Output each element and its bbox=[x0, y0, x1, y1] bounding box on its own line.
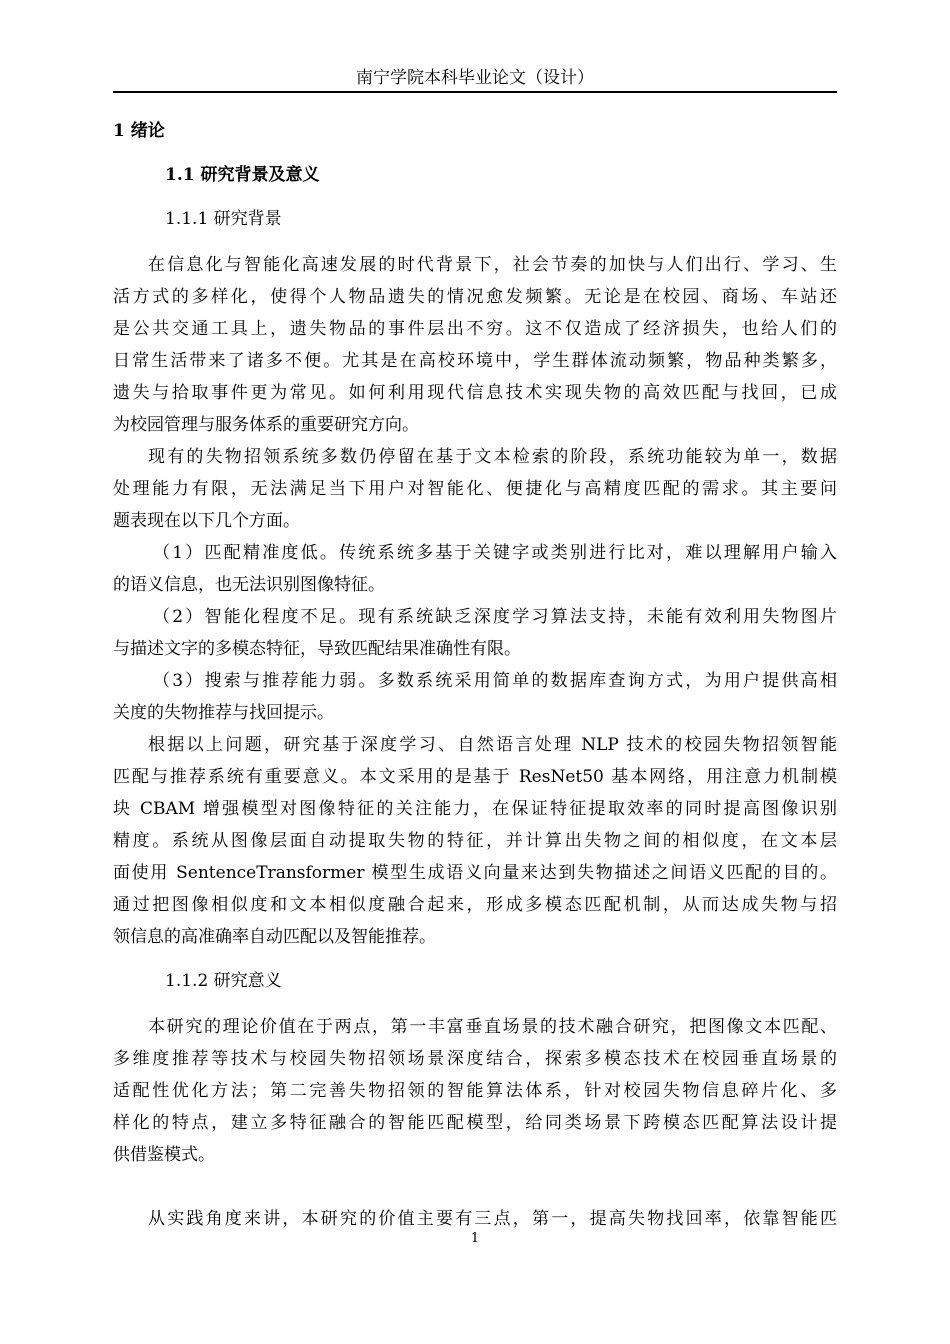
page-header: 南宁学院本科毕业论文（设计） bbox=[356, 68, 594, 88]
paragraph-line: 题表现在以下几个方面。 bbox=[113, 511, 300, 531]
paragraph-line: 适配性优化方法；第二完善失物招领的智能算法体系，针对校园失物信息碎片化、多 bbox=[113, 1081, 837, 1101]
paragraph-line: 活方式的多样化，使得个人物品遗失的情况愈发频繁。无论是在校园、商场、车站还 bbox=[113, 287, 837, 307]
paragraph-line: 面使用 SentenceTransformer 模型生成语义向量来达到失物描述之间语义匹配的目的。 bbox=[113, 863, 837, 883]
paragraph-line: 根据以上问题，研究基于深度学习、自然语言处理 NLP 技术的校园失物招领智能 bbox=[148, 735, 837, 755]
section-heading: 1.1 研究背景及意义 bbox=[165, 165, 320, 185]
paragraph-line: 匹配与推荐系统有重要意义。本文采用的是基于 ResNet50 基本网络，用注意力机制模 bbox=[113, 767, 837, 787]
subsection-heading: 1.1.1 研究背景 bbox=[165, 209, 282, 229]
list-item-line: （2）智能化程度不足。现有系统缺乏深度学习算法支持，未能有效利用失物图片 bbox=[153, 607, 837, 627]
paragraph-line: 供借鉴模式。 bbox=[113, 1145, 215, 1165]
paragraph-line: 遗失与拾取事件更为常见。如何利用现代信息技术实现失物的高效匹配与找回，已成 bbox=[113, 383, 837, 403]
paragraph-line: 是公共交通工具上，遗失物品的事件层出不穷。这不仅造成了经济损失，也给人们的 bbox=[113, 319, 837, 339]
page-number: 1 bbox=[470, 1231, 480, 1246]
list-item-line: 与描述文字的多模态特征，导致匹配结果准确性有限。 bbox=[113, 639, 521, 659]
subsection-heading: 1.1.2 研究意义 bbox=[165, 971, 282, 991]
paragraph-line: 为校园管理与服务体系的重要研究方向。 bbox=[113, 415, 419, 435]
list-item-line: （3）搜索与推荐能力弱。多数系统采用简单的数据库查询方式，为用户提供高相 bbox=[153, 671, 837, 691]
paragraph-line: 样化的特点，建立多特征融合的智能匹配模型，给同类场景下跨模态匹配算法设计提 bbox=[113, 1113, 837, 1133]
list-item-line: （1）匹配精准度低。传统系统多基于关键字或类别进行比对，难以理解用户输入 bbox=[153, 543, 837, 563]
paragraph-line: 现有的失物招领系统多数仍停留在基于文本检索的阶段，系统功能较为单一，数据 bbox=[148, 447, 837, 467]
paragraph-line: 多维度推荐等技术与校园失物招领场景深度结合，探索多模态技术在校园垂直场景的 bbox=[113, 1049, 837, 1069]
header-divider bbox=[113, 91, 837, 93]
chapter-heading: 1 绪论 bbox=[113, 121, 165, 141]
paragraph-line: 日常生活带来了诸多不便。尤其是在高校环境中，学生群体流动频繁，物品种类繁多， bbox=[113, 351, 837, 371]
list-item-line: 关度的失物推荐与找回提示。 bbox=[113, 703, 334, 723]
paragraph-line: 通过把图像相似度和文本相似度融合起来，形成多模态匹配机制，从而达成失物与招 bbox=[113, 895, 837, 915]
paragraph-line: 在信息化与智能化高速发展的时代背景下，社会节奏的加快与人们出行、学习、生 bbox=[148, 255, 837, 275]
paragraph-line: 处理能力有限，无法满足当下用户对智能化、便捷化与高精度匹配的需求。其主要问 bbox=[113, 479, 837, 499]
paragraph-line: 领信息的高准确率自动匹配以及智能推荐。 bbox=[113, 927, 436, 947]
paragraph-line: 块 CBAM 增强模型对图像特征的关注能力，在保证特征提取效率的同时提高图像识别 bbox=[113, 799, 837, 819]
list-item-line: 的语义信息，也无法识别图像特征。 bbox=[113, 575, 385, 595]
paragraph-line: 从实践角度来讲，本研究的价值主要有三点，第一，提高失物找回率，依靠智能匹 bbox=[148, 1209, 837, 1229]
paragraph-line: 本研究的理论价值在于两点，第一丰富垂直场景的技术融合研究，把图像文本匹配、 bbox=[148, 1017, 837, 1037]
paragraph-line: 精度。系统从图像层面自动提取失物的特征，并计算出失物之间的相似度，在文本层 bbox=[113, 831, 837, 851]
